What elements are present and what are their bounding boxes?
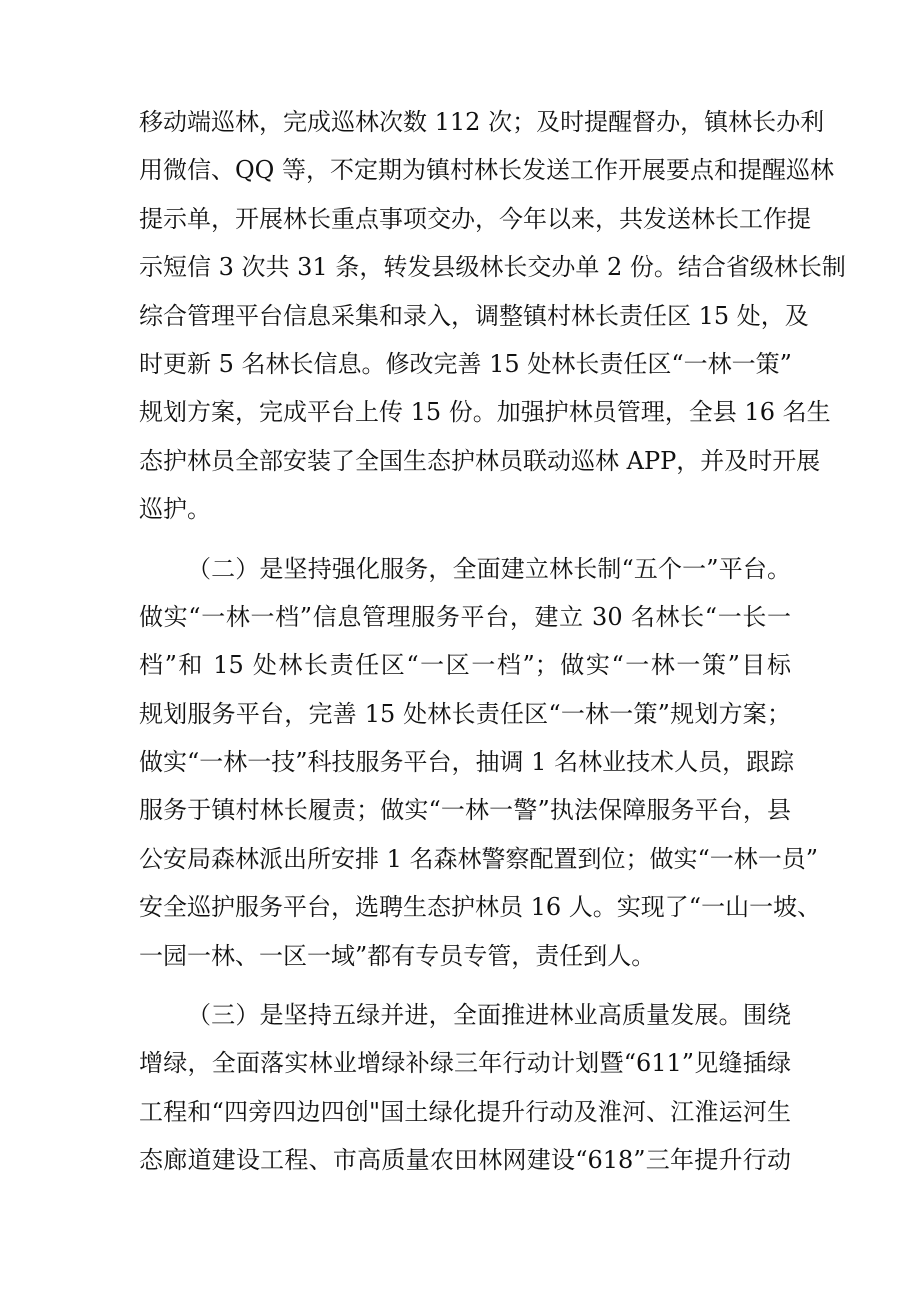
paragraph-spacer bbox=[139, 534, 791, 545]
text-line: 提示单，开展林长重点事项交办，今年以来，共发送林长工作提 bbox=[139, 204, 811, 233]
paragraph-1 bbox=[139, 98, 846, 534]
text-line: 规划方案，完成平台上传 15 份。加强护林员管理，全县 16 名生 bbox=[139, 398, 831, 427]
text-line: 用微信、QQ 等，不定期为镇村林长发送工作开展要点和提醒巡林 bbox=[139, 156, 834, 185]
text-line: 时更新 5 名林长信息。修改完善 15 处林长责任区“一林一策” bbox=[139, 349, 792, 378]
text-line: （三）是坚持五绿并进，全面推进林业高质量发展。围绕 bbox=[187, 1001, 791, 1030]
text-line: 综合管理平台信息采集和录入，调整镇村林长责任区 15 处，及 bbox=[139, 301, 809, 330]
text-line: 巡护。 bbox=[139, 495, 211, 524]
text-line: 增绿，全面落实林业增绿补绿三年行动计划暨“611”见缝插绿 bbox=[139, 1049, 791, 1078]
text-line: 安全巡护服务平台，选聘生态护林员 16 人。实现了“一山一坡、 bbox=[139, 893, 822, 922]
text-line: 态廊道建设工程、市高质量农田林网建设“618”三年提升行动 bbox=[139, 1146, 791, 1175]
text-line: 服务于镇村林长履责；做实“一林一警”执法保障服务平台，县 bbox=[139, 796, 791, 825]
text-line: 一园一林、一区一域”都有专员专管，责任到人。 bbox=[139, 941, 656, 970]
document-body bbox=[139, 98, 846, 1185]
text-line: （二）是坚持强化服务，全面建立林长制“五个一”平台。 bbox=[187, 554, 791, 583]
text-line: 公安局森林派出所安排 1 名森林警察配置到位；做实“一林一员” bbox=[139, 844, 819, 873]
paragraph-spacer bbox=[139, 980, 791, 991]
text-line: 做实“一林一技”科技服务平台，抽调 1 名林业技术人员，跟踪 bbox=[139, 748, 795, 777]
text-line: 示短信 3 次共 31 条，转发县级林长交办单 2 份。结合省级林长制 bbox=[139, 253, 846, 282]
text-line: 移动端巡林，完成巡林次数 112 次；及时提醒督办，镇林长办利 bbox=[139, 108, 825, 136]
text-line: 做实“一林一档”信息管理服务平台，建立 30 名林长“一长一 bbox=[139, 602, 791, 631]
text-line: 规划服务平台，完善 15 处林长责任区“一林一策”规划方案； bbox=[139, 699, 791, 728]
text-line: 态护林员全部安装了全国生态护林员联动巡林 APP，并及时开展 bbox=[139, 446, 821, 475]
text-line: 工程和“四旁四边四创"国土绿化提升行动及淮河、江淮运河生 bbox=[139, 1097, 791, 1126]
paragraph-3 bbox=[139, 991, 791, 1185]
text-line: 档”和 15 处林长责任区“一区一档”；做实“一林一策”目标 bbox=[139, 651, 791, 680]
paragraph-2 bbox=[139, 545, 822, 981]
